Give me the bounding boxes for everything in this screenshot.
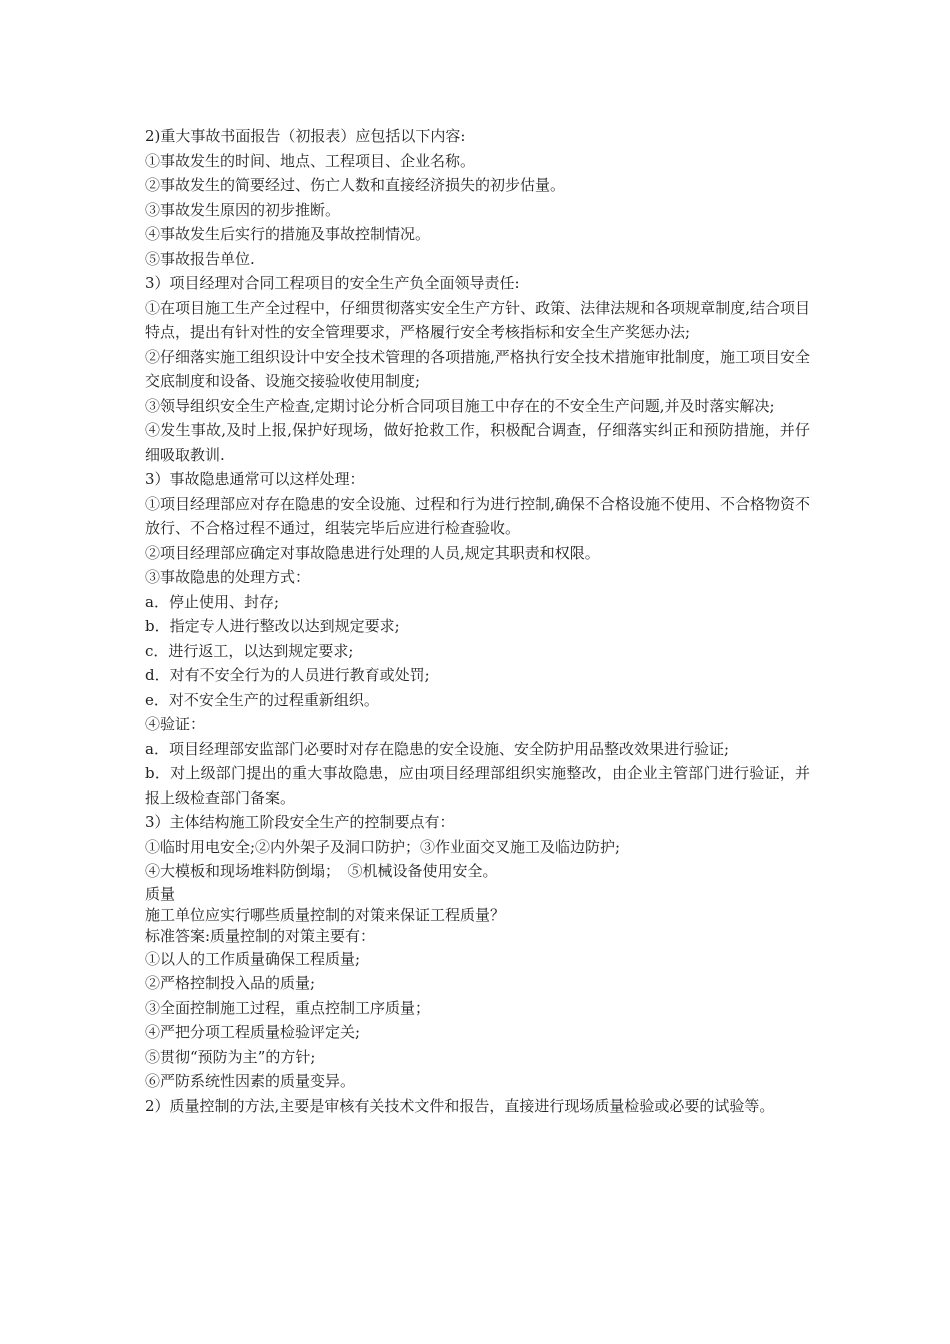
text-line: ②严格控制投入品的质量;: [145, 974, 316, 992]
text-line: ②仔细落实施工组织设计中安全技术管理的各项措施,严格执行安全技术措施审批制度，施工项目安全交底制度和设备、设施交接验收使用制度;: [145, 347, 810, 390]
text-line: ⑤贯彻“预防为主”的方针;: [145, 1047, 316, 1066]
text-line: ②事故发生的简要经过、伤亡人数和直接经济损失的初步估量。: [145, 176, 566, 194]
text-line: a．项目经理部安监部门必要时对存在隐患的安全设施、安全防护用品整改效果进行验证;: [145, 739, 730, 758]
text-line: b．指定专人进行整改以达到规定要求;: [145, 617, 400, 635]
text-line: ③全面控制施工过程，重点控制工序质量；: [145, 998, 431, 1017]
text-line: 3）项目经理对合同工程项目的安全生产负全面领导责任:: [145, 274, 520, 292]
text-line: ①项目经理部应对存在隐患的安全设施、过程和行为进行控制,确保不合格设施不使用、不合格物资不放行、不合格过程不通过，组装完毕后应进行检查验收。: [145, 494, 810, 537]
answer-intro: 标准答案:质量控制的对策主要有：: [145, 926, 376, 945]
question-text: 施工单位应实行哪些质量控制的对策来保证工程质量？: [145, 905, 506, 924]
text-line: ③事故隐患的处理方式：: [145, 568, 311, 586]
text-line: ②项目经理部应确定对事故隐患进行处理的人员,规定其职责和权限。: [145, 543, 600, 562]
text-line: ⑥严防系统性因素的质量变异。: [145, 1072, 356, 1090]
text-line: ③事故发生原因的初步推断。: [145, 200, 341, 219]
text-line: ④事故发生后实行的措施及事故控制情况。: [145, 225, 431, 243]
text-line: d．对有不安全行为的人员进行教育或处罚;: [145, 666, 430, 684]
text-line: ④严把分项工程质量检验评定关;: [145, 1023, 361, 1041]
text-line: e．对不安全生产的过程重新组织。: [145, 690, 379, 709]
text-line: ①以人的工作质量确保工程质量;: [145, 949, 361, 968]
text-line: ④大模板和现场堆料防倒塌； ⑤机械设备使用安全。: [145, 862, 498, 880]
text-line: a．停止使用、封存;: [145, 592, 279, 611]
text-line: ①临时用电安全;②内外架子及洞口防护；③作业面交叉施工及临边防护;: [145, 837, 621, 856]
text-line: c．进行返工，以达到规定要求;: [145, 641, 354, 660]
text-line: ①事故发生的时间、地点、工程项目、企业名称。: [145, 151, 476, 170]
text-line: ③领导组织安全生产检查,定期讨论分析合同项目施工中存在的不安全生产问题,并及时落实解决;: [145, 396, 775, 415]
text-line: ①在项目施工生产全过程中，仔细贯彻落实安全生产方针、政策、法律法规和各项规章制度,结合项目特点，提出有针对性的安全管理要求，严格履行安全考核指标和安全生产奖惩办法;: [145, 298, 810, 341]
text-line: 3）主体结构施工阶段安全生产的控制要点有：: [145, 813, 455, 831]
text-line: 2)重大事故书面报告（初报表）应包括以下内容:: [145, 127, 466, 145]
text-line: ⑤事故报告单位.: [145, 249, 255, 268]
text-line: 3）事故隐患通常可以这样处理：: [145, 470, 365, 488]
text-line: ④验证：: [145, 715, 206, 733]
section-heading-quality: 质量: [145, 884, 176, 903]
text-line: ④发生事故,及时上报,保护好现场，做好抢救工作，积极配合调查，仔细落实纠正和预防措施，并仔细吸取教训.: [145, 421, 810, 464]
text-line: b．对上级部门提出的重大事故隐患，应由项目经理部组织实施整改，由企业主管部门进行验证，并报上级检查部门备案。: [145, 764, 810, 807]
document-body: [145, 124, 810, 1118]
text-line: 2）质量控制的方法,主要是审核有关技术文件和报告，直接进行现场质量检验或必要的试验等。: [145, 1096, 775, 1115]
